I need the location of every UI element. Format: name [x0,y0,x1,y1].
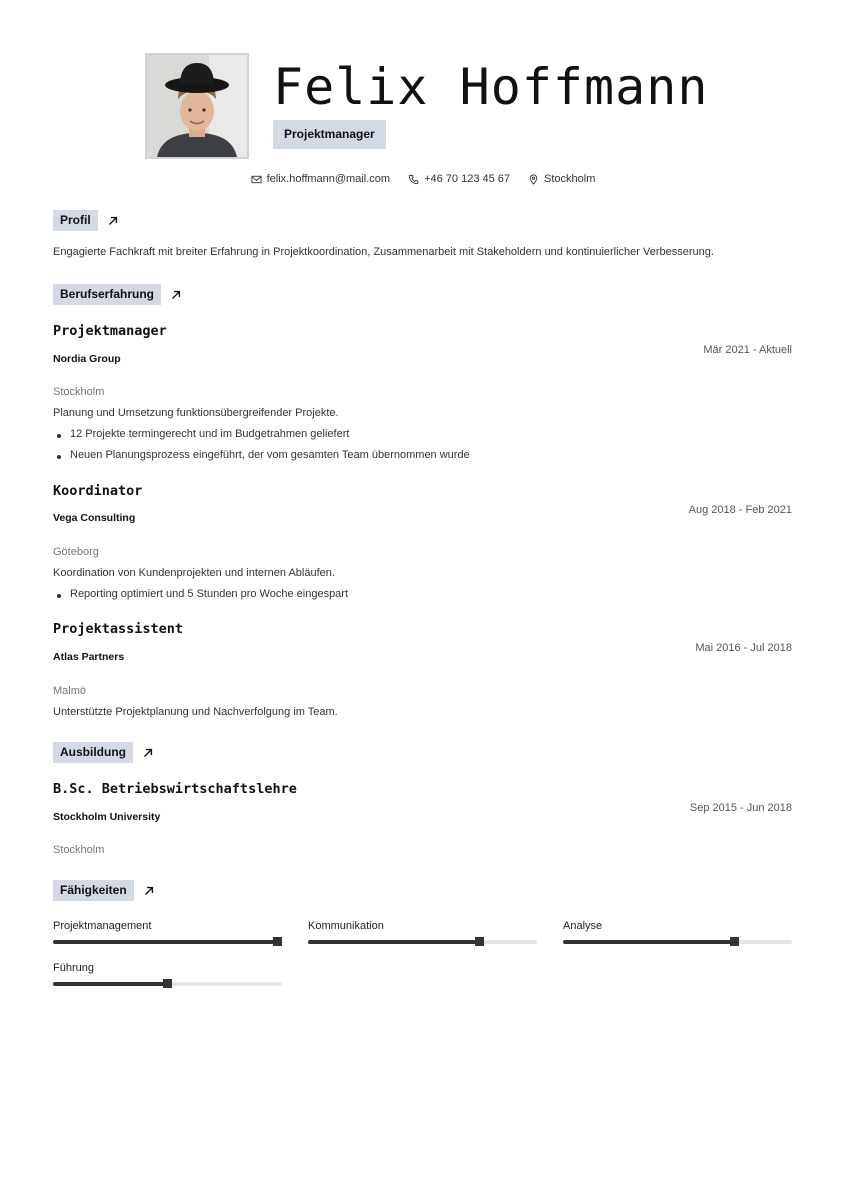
education-degree: B.Sc. Betriebswirtschaftslehre [53,781,297,797]
skill-level-fill [53,982,168,986]
arrow-up-right-icon[interactable] [144,886,154,896]
section-education-label: Ausbildung [53,742,133,763]
job-title-badge: Projektmanager [273,120,386,149]
job-company: Vega Consulting [53,512,136,524]
skill-level-bar [308,940,537,944]
arrow-up-right-icon[interactable] [108,216,118,226]
job-bullet [57,449,470,461]
section-skills-header [53,880,154,901]
phone-text: +46 70 123 45 67 [424,173,511,185]
arrow-up-right-icon[interactable] [171,290,181,300]
job-bullet-text: Neuen Planungsprozess eingeführt, der vom gesamten Team übernommen wurde [70,449,470,461]
section-profile-label: Profil [53,210,98,231]
job-company: Nordia Group [53,353,121,365]
job-title: Koordinator [53,483,143,499]
job-bullet-text: 12 Projekte termingerecht und im Budgetrahmen geliefert [70,428,350,440]
education-date: Sep 2015 - Jun 2018 [689,802,792,814]
job-description: Planung und Umsetzung funktionsübergreifender Projekte. [53,407,339,419]
arrow-up-right-icon[interactable] [143,748,153,758]
job-location: Stockholm [53,386,105,398]
job-bullet [57,428,349,440]
contact-phone[interactable] [408,173,510,185]
section-experience-label: Berufserfahrung [53,284,161,305]
education-school: Stockholm University [53,811,161,823]
skill-name: Kommunikation [308,920,384,932]
email-text: felix.hoffmann@mail.com [266,173,391,185]
skill-level-bar [53,940,282,944]
skill-item [563,919,792,944]
skill-level-marker [163,979,172,988]
bullet-dot [57,594,61,598]
skill-level-bar [53,982,282,986]
section-skills-label: Fähigkeiten [53,880,134,901]
location-text: Stockholm [544,173,596,185]
skill-item [308,919,537,944]
section-experience-header [53,284,181,305]
map-pin-icon [528,174,539,185]
job-title: Projektmanager [53,323,167,339]
skill-name: Analyse [563,920,603,932]
job-company: Atlas Partners [53,651,125,663]
section-education-header [53,742,153,763]
section-profile-header [53,210,118,231]
job-location: Göteborg [53,546,99,558]
candidate-name: Felix Hoffmann [273,58,709,116]
education-location: Stockholm [53,844,105,856]
job-description: Koordination von Kundenprojekten und internen Abläufen. [53,567,335,579]
skill-name: Projektmanagement [53,920,152,932]
bullet-dot [57,455,61,459]
skill-level-fill [308,940,480,944]
skill-level-marker [730,937,739,946]
skill-item [53,961,282,986]
skill-level-marker [273,937,282,946]
job-title: Projektassistent [53,621,184,637]
contact-location [528,173,595,185]
job-location: Malmö [53,685,87,697]
phone-icon [408,174,419,185]
skill-level-marker [475,937,484,946]
job-description: Unterstützte Projektplanung und Nachverfolgung im Team. [53,706,338,718]
skill-name: Führung [53,962,94,974]
bullet-dot [57,434,61,438]
job-bullet [57,588,348,600]
job-bullet-text: Reporting optimiert und 5 Stunden pro Woche eingespart [70,588,349,600]
job-date: Aug 2018 - Feb 2021 [688,504,792,516]
contact-email[interactable] [251,173,390,185]
skill-level-fill [53,940,282,944]
contact-bar [0,173,846,185]
profile-summary: Engagierte Fachkraft mit breiter Erfahrung in Projektkoordination, Zusammenarbeit mit Stakeholdern und kontinuierlicher Verbesserung. [53,246,714,258]
profile-photo [145,53,249,159]
mail-icon [251,174,262,185]
skill-item [53,919,282,944]
skill-level-bar [563,940,792,944]
job-date: Mär 2021 - Aktuell [703,344,792,356]
job-date: Mai 2016 - Jul 2018 [695,642,792,654]
skill-level-fill [563,940,735,944]
